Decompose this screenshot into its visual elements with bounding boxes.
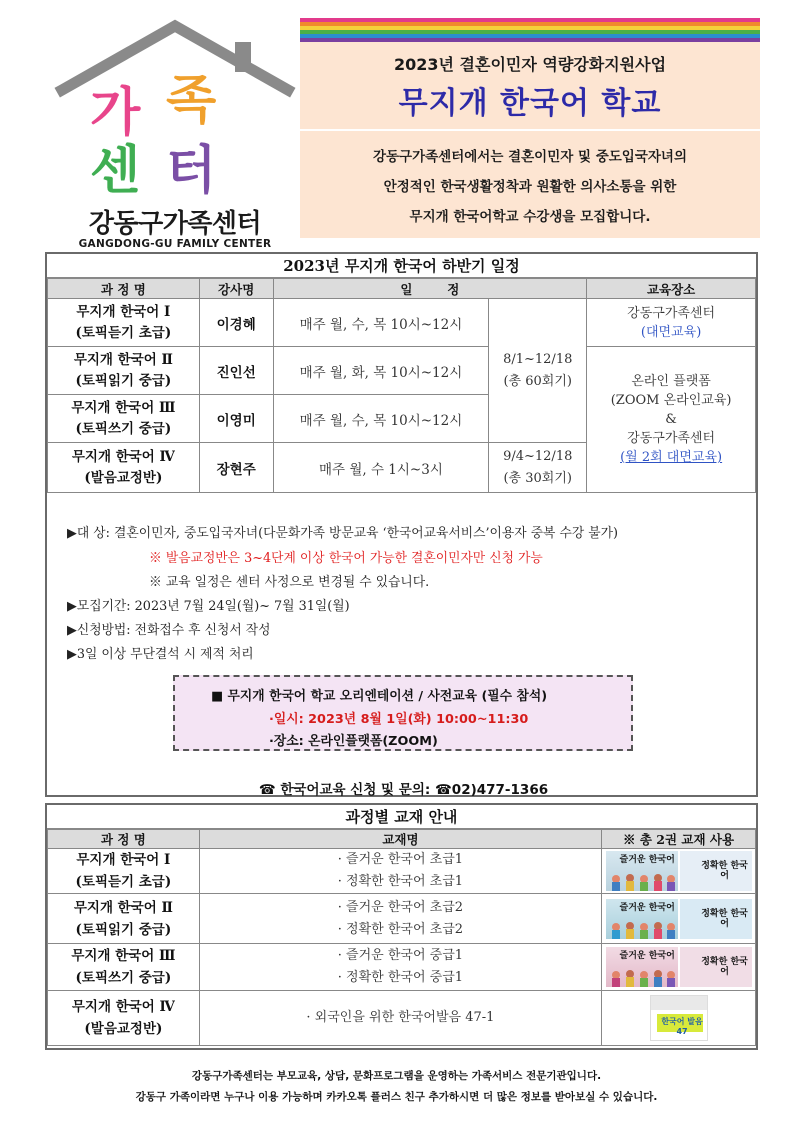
- cover-label: 즐거운 한국어: [619, 855, 675, 865]
- house-roof-icon: [50, 18, 300, 203]
- info-period: ▶모집기간: 2023년 7월 24일(월)~ 7월 31일(월): [67, 599, 350, 614]
- col-header-course: 과 정 명: [48, 830, 200, 849]
- course-level: (발음교정반): [84, 1021, 163, 1037]
- orientation-date: ·일시: 2023년 8월 1일(화) 10:00~11:30: [269, 712, 529, 727]
- class-schedule: 매주 월, 수, 목 10시~12시: [273, 395, 489, 443]
- book-covers: [602, 944, 756, 991]
- header-banner: [300, 18, 760, 238]
- info-target: ▶대 상: 결혼이민자, 중도입국자녀(다문화가족 방문교육 ‘한국어교육서비스’이용자 중복 수강 불가): [67, 526, 618, 541]
- period-count: (총 30회기): [503, 470, 572, 486]
- schedule-title: 2023년 무지개 한국어 하반기 일정: [47, 254, 756, 278]
- footer-line-1: 강동구가족센터는 부모교육, 상담, 문화프로그램을 운영하는 가족서비스 전문기관입니다.: [191, 1070, 602, 1082]
- course-level: (토픽듣기 초급): [75, 874, 172, 890]
- logo-char-1: 가: [90, 83, 141, 143]
- period-range: 8/1~12/18: [503, 351, 573, 367]
- place-mode-link: (월 2회 대면교육): [620, 450, 723, 465]
- logo-name: 강동구가족센터: [88, 209, 262, 239]
- course-name: [48, 395, 200, 443]
- course-name-line: 무지개 한국어 Ⅱ: [73, 351, 173, 368]
- book-title: · 즐거운 한국어 초급1: [337, 852, 464, 867]
- header-subtitle: 2023년 결혼이민자 역량강화지원사업: [393, 55, 667, 74]
- orientation-place: ·장소: 온라인플랫폼(ZOOM): [269, 734, 438, 749]
- info-note: ※ 교육 일정은 센터 사정으로 변경될 수 있습니다.: [149, 575, 430, 590]
- table-row: [48, 299, 756, 347]
- course-name: [48, 991, 200, 1046]
- course-name-line: 무지개 한국어 Ⅱ: [73, 899, 173, 916]
- book-list: [199, 894, 601, 944]
- course-name-line: 무지개 한국어 Ⅳ: [71, 999, 175, 1015]
- teacher-name: 장현주: [199, 443, 273, 493]
- info-note-red: ※ 발음교정반은 3~4단계 이상 한국어 가능한 결혼이민자만 신청 가능: [149, 551, 543, 566]
- book-cover-image: [680, 851, 752, 891]
- schedule-section: [45, 252, 758, 797]
- book-cover-image: [680, 947, 752, 987]
- course-level: (토픽읽기 중급): [75, 921, 172, 938]
- place-line: 온라인 플랫폼: [631, 374, 711, 389]
- class-schedule: 매주 월, 화, 목 10시~12시: [273, 347, 489, 395]
- course-level: (발음교정반): [84, 469, 163, 486]
- people-illustration-icon: [606, 899, 678, 939]
- book-list: [199, 991, 601, 1046]
- course-name: [48, 347, 200, 395]
- orientation-title: ■ 무지개 한국어 학교 오리엔테이션 / 사전교육 (필수 참석): [211, 689, 548, 704]
- cover-label: 정확한 한국어: [701, 908, 748, 929]
- teacher-name: 이경혜: [199, 299, 273, 347]
- period-cell: [489, 299, 587, 443]
- course-name: [48, 443, 200, 493]
- header-desc-line-2: 안정적인 한국생활정착과 원활한 의사소통을 위한: [383, 179, 677, 195]
- family-center-logo: [50, 18, 300, 250]
- place-line: 강동구가족센터: [627, 431, 716, 446]
- course-name: [48, 944, 200, 991]
- textbook-section: [45, 803, 758, 1050]
- course-level: (토픽읽기 중급): [75, 372, 172, 389]
- logo-name-en: GANGDONG-GU FAMILY CENTER: [78, 238, 272, 250]
- schedule-table: [47, 278, 756, 493]
- header-title: 무지개 한국어 학교: [398, 86, 662, 121]
- book-title: · 정확한 한국어 초급1: [337, 874, 464, 889]
- logo-char-3: 센: [90, 141, 141, 201]
- header-divider: [300, 129, 760, 131]
- place-line: &: [665, 412, 677, 427]
- table-row: [48, 944, 756, 991]
- info-method: ▶신청방법: 전화접수 후 신청서 작성: [67, 623, 271, 638]
- course-name: [48, 299, 200, 347]
- period-cell: [489, 443, 587, 493]
- footer-line-2: 강동구 가족이라면 누구나 이용 가능하며 카카오톡 플러스 친구 추가하시면 더 많은 정보를 받아보실 수 있습니다.: [135, 1091, 658, 1103]
- cover-label: 정확한 한국어: [701, 957, 748, 977]
- col-header-teacher: 강사명: [199, 279, 273, 299]
- cover-label: 한국어 발음 47: [661, 1017, 703, 1036]
- info-absence: ▶3일 이상 무단결석 시 제적 처리: [67, 647, 254, 662]
- people-illustration-icon: [606, 851, 678, 891]
- period-count: (총 60회기): [503, 373, 572, 389]
- table-row: [48, 991, 756, 1046]
- place-cell: [587, 299, 756, 347]
- book-list: [199, 849, 601, 894]
- place-cell: [587, 347, 756, 493]
- class-schedule: 매주 월, 수 1시~3시: [273, 443, 489, 493]
- book-title: · 외국인을 위한 한국어발음 47-1: [306, 1010, 495, 1025]
- col-header-cover: ※ 총 2권 교재 사용: [602, 830, 756, 849]
- col-header-book: 교재명: [199, 830, 601, 849]
- book-covers: [602, 894, 756, 944]
- course-level: (토픽듣기 초급): [75, 324, 172, 341]
- course-name-line: 무지개 한국어 Ⅲ: [71, 399, 176, 416]
- book-cover-image: [606, 899, 678, 939]
- table-row: [48, 849, 756, 894]
- orientation-box: [173, 675, 633, 751]
- cover-label: 즐거운 한국어: [619, 951, 675, 961]
- textbook-title: 과정별 교재 안내: [47, 805, 756, 829]
- header-desc-line-3: 무지개 한국어학교 수강생을 모집합니다.: [409, 209, 651, 225]
- class-schedule: 매주 월, 수, 목 10시~12시: [273, 299, 489, 347]
- course-name-line: 무지개 한국어 Ⅲ: [71, 948, 176, 964]
- table-row: [48, 347, 756, 395]
- course-name: [48, 849, 200, 894]
- place-line: 강동구가족센터: [627, 305, 716, 321]
- book-title: · 즐거운 한국어 중급1: [337, 948, 464, 963]
- col-header-schedule: 일 정: [273, 279, 587, 299]
- rainbow-stripe: [300, 38, 760, 42]
- course-name-line: 무지개 한국어 Ⅳ: [71, 448, 175, 465]
- course-level: (토픽쓰기 중급): [75, 420, 172, 437]
- contact-info: ☎ 한국어교육 신청 및 문의: ☎02)477-1366: [258, 782, 549, 798]
- course-level: (토픽쓰기 중급): [75, 970, 172, 986]
- course-name-line: 무지개 한국어 Ⅰ: [76, 303, 171, 320]
- textbook-table: [47, 829, 756, 1046]
- cover-label: 정확한 한국어: [701, 861, 748, 881]
- header-desc-line-1: 강동구가족센터에서는 결혼이민자 및 중도입국자녀의: [372, 149, 688, 165]
- book-covers: [602, 849, 756, 894]
- cover-label: 즐거운 한국어: [619, 902, 675, 913]
- book-title: · 즐거운 한국어 초급2: [337, 899, 464, 915]
- table-row: [48, 894, 756, 944]
- book-cover-image: [606, 851, 678, 891]
- col-header-place: 교육장소: [587, 279, 756, 299]
- course-name-line: 무지개 한국어 Ⅰ: [76, 852, 171, 868]
- book-cover-image: [606, 947, 678, 987]
- rainbow-stripes: [300, 18, 760, 42]
- teacher-name: 이영미: [199, 395, 273, 443]
- col-header-course: 과 정 명: [48, 279, 200, 299]
- logo-char-4: 터: [166, 141, 217, 201]
- period-range: 9/4~12/18: [503, 448, 573, 464]
- book-title: · 정확한 한국어 중급1: [337, 970, 464, 985]
- course-name: [48, 894, 200, 944]
- book-list: [199, 944, 601, 991]
- book-title: · 정확한 한국어 초급2: [337, 921, 464, 937]
- book-cover-image: [680, 899, 752, 939]
- place-mode: (대면교육): [640, 324, 702, 340]
- people-illustration-icon: [606, 947, 678, 987]
- book-covers: [602, 991, 756, 1046]
- book-cover-image: [650, 995, 708, 1041]
- teacher-name: 진인선: [199, 347, 273, 395]
- place-line: (ZOOM 온라인교육): [610, 393, 732, 408]
- logo-char-2: 족: [166, 71, 217, 131]
